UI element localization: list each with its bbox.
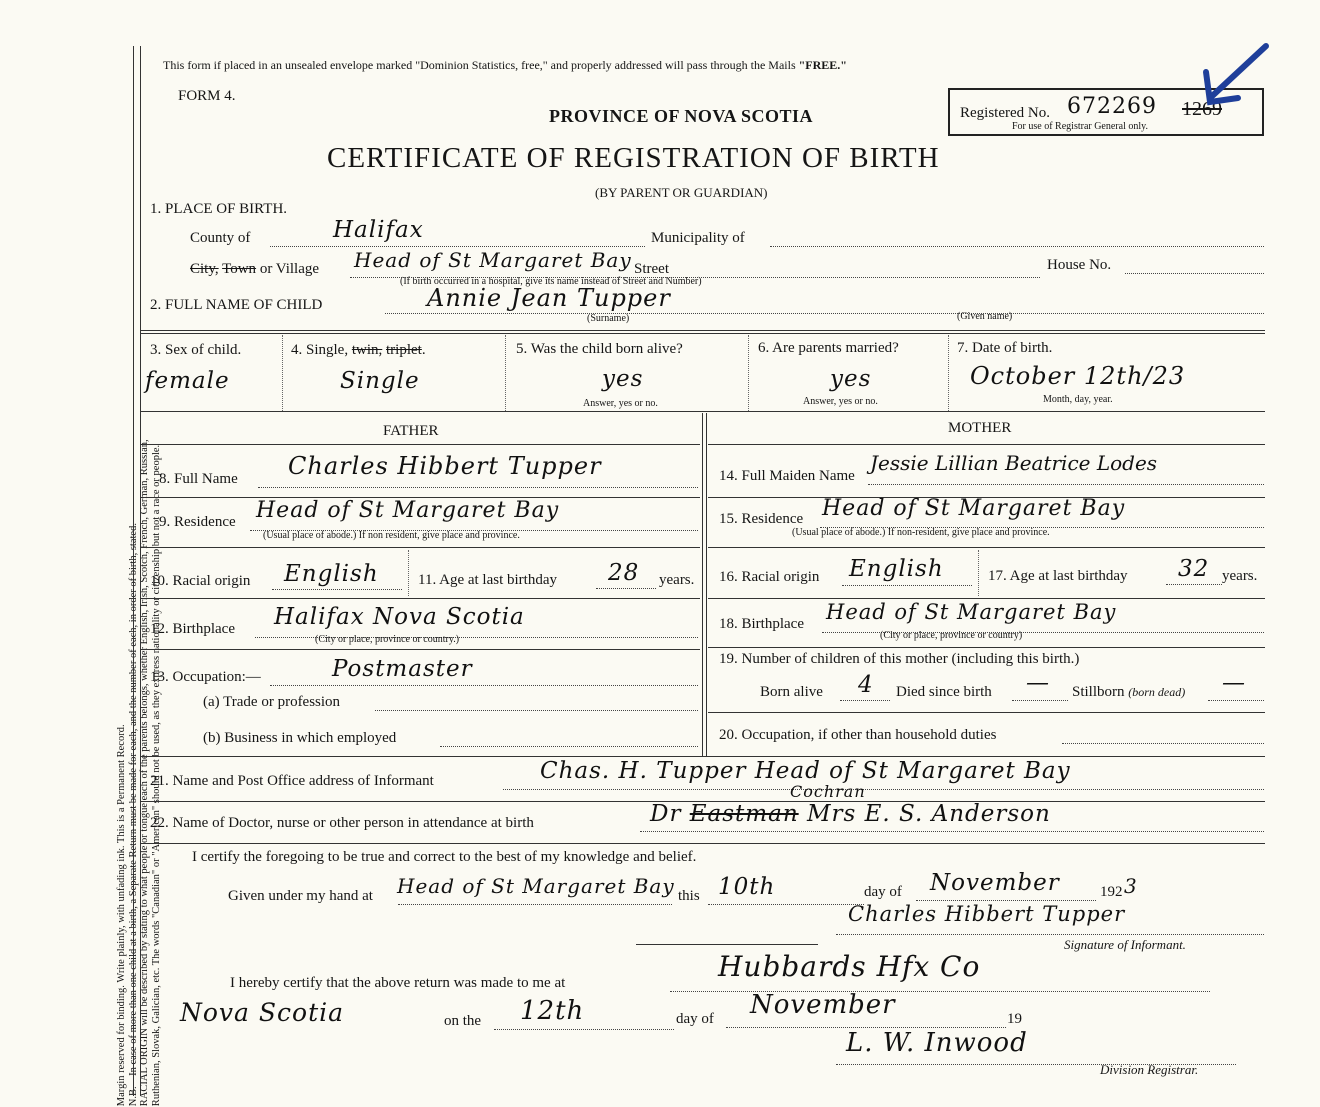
village-value: Head of St Margaret Bay bbox=[354, 248, 632, 272]
mother-occupation-label: 20. Occupation, if other than household duties bbox=[719, 727, 997, 743]
row3-divider-1 bbox=[282, 335, 283, 411]
informant-signature-line bbox=[836, 934, 1264, 935]
stillborn-label bbox=[1072, 684, 1185, 701]
father-birthplace-note: (City or place, province or country.) bbox=[315, 634, 460, 645]
triplet-struck: triplet bbox=[386, 342, 422, 358]
sex-value: female bbox=[145, 368, 230, 394]
margin-line-2: N.B.—In case of more than one child at a birth, a Separate Return must be made for each, and the number of each, in order of birth, stated. bbox=[127, 523, 139, 1107]
business-employed-label: (b) Business in which employed bbox=[203, 730, 397, 746]
given-month-line bbox=[916, 900, 1096, 901]
given-day-line bbox=[708, 904, 864, 905]
father-birthplace-label: 12. Birthplace bbox=[150, 621, 235, 637]
mother-birthplace-note: (City or place, province or country) bbox=[880, 630, 1023, 641]
mother-age-value: 32 bbox=[1178, 556, 1210, 582]
informant-signature: Charles Hibbert Tupper bbox=[848, 902, 1126, 926]
attendant-struck: Eastman bbox=[689, 801, 799, 827]
mother-residence-note: (Usual place of abode.) If non-resident, give place and province. bbox=[792, 527, 1050, 538]
given-year-prefix: 192 bbox=[1100, 884, 1123, 900]
father-residence-label: 9. Residence bbox=[159, 514, 236, 530]
margin-line-1: Margin reserved for binding. Write plainly, with unfading ink. This is a Permanent Record. bbox=[115, 724, 127, 1107]
margin-instructions bbox=[116, 76, 162, 1106]
born-alive-count-line bbox=[840, 700, 890, 701]
stillborn-text: Stillborn bbox=[1072, 684, 1125, 700]
municipality-label: Municipality of bbox=[651, 230, 745, 246]
father-row10-line bbox=[140, 598, 700, 599]
form-number: FORM 4. bbox=[178, 88, 236, 104]
certificate-subtitle: (BY PARENT OR GUARDIAN) bbox=[595, 185, 768, 200]
street-line bbox=[350, 277, 1040, 278]
registrar-day-value: 12th bbox=[520, 996, 585, 1026]
father-row9-line bbox=[140, 547, 700, 548]
born-alive-label: 5. Was the child born alive? bbox=[516, 341, 683, 357]
given-day-value: 10th bbox=[718, 874, 776, 900]
mother-name-line bbox=[868, 484, 1264, 485]
registered-struck-value: 1269 bbox=[1182, 98, 1222, 120]
row22-bottom-line bbox=[140, 843, 1265, 844]
died-since-birth-label: Died since birth bbox=[896, 684, 992, 700]
county-value: Halifax bbox=[333, 217, 424, 243]
registered-label: Registered No. bbox=[960, 105, 1050, 121]
certify-statement: I certify the foregoing to be true and correct to the best of my knowledge and belief. bbox=[192, 849, 697, 865]
attendant-line bbox=[640, 831, 1264, 832]
born-alive-value: yes bbox=[602, 366, 644, 392]
father-occupation-line bbox=[270, 685, 698, 686]
single-label bbox=[291, 342, 426, 359]
registrar-signature-label: Division Registrar. bbox=[1100, 1062, 1199, 1077]
check-arrow-icon bbox=[1196, 42, 1276, 112]
father-racial-value: English bbox=[284, 561, 379, 587]
given-under-label: Given under my hand at bbox=[228, 888, 373, 904]
street-note: (If birth occurred in a hospital, give its name instead of Street and Number) bbox=[400, 276, 702, 287]
children-count-label: 19. Number of children of this mother (including this birth.) bbox=[719, 651, 1080, 667]
municipality-line bbox=[770, 246, 1264, 247]
row21-top-line bbox=[140, 756, 1265, 757]
died-since-birth-line bbox=[1012, 700, 1068, 701]
attendant-insert: Cochran bbox=[790, 782, 866, 801]
informant-line bbox=[503, 789, 1264, 790]
given-year-value: 3 bbox=[1124, 874, 1138, 898]
father-age-value: 28 bbox=[608, 560, 640, 586]
attendant-name: Mrs E. S. Anderson bbox=[806, 801, 1051, 827]
given-month-value: November bbox=[930, 870, 1060, 896]
mother-row16-line bbox=[708, 598, 1265, 599]
father-birthplace-value: Halifax Nova Scotia bbox=[274, 604, 525, 630]
informant-signature-label: Signature of Informant. bbox=[1064, 937, 1186, 952]
mail-notice-text: This form if placed in an unsealed envelope marked "Dominion Statistics, free," and properly addressed will pass through the Mails bbox=[163, 58, 799, 72]
child-name-value: Annie Jean Tupper bbox=[427, 284, 671, 312]
mother-birthplace-value: Head of St Margaret Bay bbox=[826, 600, 1117, 624]
mother-age-divider bbox=[978, 550, 979, 596]
trade-profession-line bbox=[375, 710, 698, 711]
informant-label: 21. Name and Post Office address of Informant bbox=[150, 773, 434, 789]
father-age-divider bbox=[408, 550, 409, 596]
mother-age-line bbox=[1166, 584, 1222, 585]
surname-note: (Surname) bbox=[587, 313, 630, 324]
row3-top-line bbox=[140, 330, 1265, 331]
house-line bbox=[1125, 273, 1264, 274]
single-label-b: . bbox=[421, 342, 426, 358]
attendant-label: 22. Name of Doctor, nurse or other person in attendance at birth bbox=[150, 815, 534, 831]
registrar-signature: L. W. Inwood bbox=[846, 1028, 1028, 1058]
mother-residence-value: Head of St Margaret Bay bbox=[822, 496, 1126, 521]
mail-notice bbox=[163, 58, 847, 73]
margin-line-4: Ruthenian, Slovak, Galician, etc. The words "Canadian" or "American" should not be used, as they express nationality or citizenship but not a race or people. bbox=[150, 444, 162, 1107]
child-name-label: 2. FULL NAME OF CHILD bbox=[150, 297, 323, 313]
father-racial-line bbox=[272, 589, 402, 590]
mother-racial-line bbox=[842, 585, 972, 586]
father-heading-line bbox=[140, 444, 700, 445]
born-alive-count-label: Born alive bbox=[760, 684, 823, 700]
mother-name-value: Jessie Lillian Beatrice Lodes bbox=[870, 451, 1158, 475]
this-word: this bbox=[678, 888, 700, 904]
registrar-day-line bbox=[494, 1029, 674, 1030]
date-of-birth-note: Month, day, year. bbox=[1043, 394, 1113, 405]
given-day-of: day of bbox=[864, 884, 902, 900]
row3-top-line-2 bbox=[140, 333, 1265, 334]
parent-divider-a bbox=[702, 413, 703, 756]
father-residence-note: (Usual place of abode.) If non resident, give place and province. bbox=[263, 530, 520, 541]
father-age-unit: years. bbox=[659, 572, 695, 588]
child-name-line bbox=[385, 313, 1264, 314]
registrar-day-of: day of bbox=[676, 1011, 714, 1027]
registrar-month-value: November bbox=[750, 990, 896, 1020]
father-occupation-label: 13. Occupation:— bbox=[150, 669, 261, 685]
house-number-label: House No. bbox=[1047, 257, 1112, 273]
street-label: Street bbox=[634, 261, 669, 277]
mother-row15-line bbox=[708, 547, 1265, 548]
registrar-province-value: Nova Scotia bbox=[180, 998, 345, 1027]
mother-age-label: 17. Age at last birthday bbox=[988, 568, 1128, 584]
city-struck: City, bbox=[190, 261, 219, 277]
mother-heading: MOTHER bbox=[948, 420, 1012, 436]
mother-birthplace-label: 18. Birthplace bbox=[719, 616, 804, 632]
informant-value: Chas. H. Tupper Head of St Margaret Bay bbox=[540, 758, 1071, 784]
mother-row19-line bbox=[708, 712, 1265, 713]
attendant-value bbox=[650, 801, 1051, 827]
registered-value: 672269 bbox=[1067, 94, 1157, 119]
stillborn-value: — bbox=[1222, 670, 1246, 696]
father-name-label: 8. Full Name bbox=[159, 471, 238, 487]
father-row12-line bbox=[140, 649, 700, 650]
stillborn-line bbox=[1208, 700, 1264, 701]
or-village-label: or Village bbox=[259, 261, 320, 277]
father-age-line bbox=[596, 588, 656, 589]
date-of-birth-label: 7. Date of birth. bbox=[957, 340, 1053, 356]
parents-married-value: yes bbox=[830, 366, 872, 392]
registrar-divider-line bbox=[636, 944, 818, 945]
county-line bbox=[270, 246, 645, 247]
row3-divider-4 bbox=[948, 335, 949, 411]
trade-profession-label: (a) Trade or profession bbox=[203, 694, 341, 710]
registrar-certify-label: I hereby certify that the above return was made to me at bbox=[230, 975, 566, 991]
registrar-place-value: Hubbards Hfx Co bbox=[718, 950, 981, 983]
business-employed-line bbox=[440, 746, 698, 747]
father-name-line bbox=[258, 487, 698, 488]
date-of-birth-value: October 12th/23 bbox=[970, 362, 1186, 390]
parents-married-label: 6. Are parents married? bbox=[758, 340, 899, 356]
left-border-line bbox=[140, 46, 141, 1096]
given-place-line bbox=[398, 904, 672, 905]
row3-divider-2 bbox=[505, 335, 506, 411]
attendant-title: Dr bbox=[650, 801, 682, 827]
died-since-birth-value: — bbox=[1026, 670, 1050, 696]
father-residence-value: Head of St Margaret Bay bbox=[256, 498, 560, 523]
margin-line-3: RACIAL ORIGIN will be described by stating to what people or tongue each of the parents belongs, whether English, Irish, Scotch, French, German, Russian, bbox=[139, 439, 150, 1107]
row3-divider-3 bbox=[748, 335, 749, 411]
province-heading: PROVINCE OF NOVA SCOTIA bbox=[549, 106, 814, 126]
registrar-only-note: For use of Registrar General only. bbox=[1012, 121, 1148, 132]
twin-struck: twin, bbox=[351, 342, 383, 358]
row3-bottom-line bbox=[140, 411, 1265, 412]
father-racial-label: 10. Racial origin bbox=[150, 573, 251, 589]
sex-label: 3. Sex of child. bbox=[150, 342, 242, 358]
father-heading: FATHER bbox=[383, 423, 439, 439]
stillborn-note: (born dead) bbox=[1128, 685, 1186, 699]
county-label: County of bbox=[190, 230, 251, 246]
given-name-note: (Given name) bbox=[957, 311, 1013, 322]
born-alive-note: Answer, yes or no. bbox=[583, 398, 658, 409]
mother-racial-value: English bbox=[849, 556, 944, 582]
place-of-birth-label: 1. PLACE OF BIRTH. bbox=[150, 201, 288, 217]
mother-heading-line bbox=[708, 444, 1265, 445]
mother-name-label: 14. Full Maiden Name bbox=[719, 468, 855, 484]
single-label-a: 4. Single, bbox=[291, 342, 352, 358]
parents-married-note: Answer, yes or no. bbox=[803, 396, 878, 407]
left-border-line-outer bbox=[133, 46, 134, 1096]
born-alive-count-value: 4 bbox=[858, 672, 874, 698]
single-value: Single bbox=[340, 368, 420, 394]
town-struck: Town bbox=[222, 261, 257, 277]
registrar-on-the: on the bbox=[444, 1013, 482, 1029]
mother-occupation-line bbox=[1062, 743, 1264, 744]
father-occupation-value: Postmaster bbox=[332, 656, 473, 682]
certificate-title: CERTIFICATE OF REGISTRATION OF BIRTH bbox=[327, 142, 940, 174]
father-name-value: Charles Hibbert Tupper bbox=[288, 452, 602, 480]
mother-racial-label: 16. Racial origin bbox=[719, 569, 820, 585]
parent-divider-b bbox=[706, 413, 707, 756]
father-age-label: 11. Age at last birthday bbox=[418, 572, 557, 588]
city-town-village-label bbox=[190, 261, 319, 278]
mother-age-unit: years. bbox=[1222, 568, 1258, 584]
registrar-year-prefix: 19 bbox=[1007, 1011, 1022, 1027]
given-place-value: Head of St Margaret Bay bbox=[397, 874, 675, 898]
mail-notice-free: "FREE." bbox=[798, 58, 847, 72]
mother-row18-line bbox=[708, 647, 1265, 648]
mother-residence-label: 15. Residence bbox=[719, 511, 804, 527]
